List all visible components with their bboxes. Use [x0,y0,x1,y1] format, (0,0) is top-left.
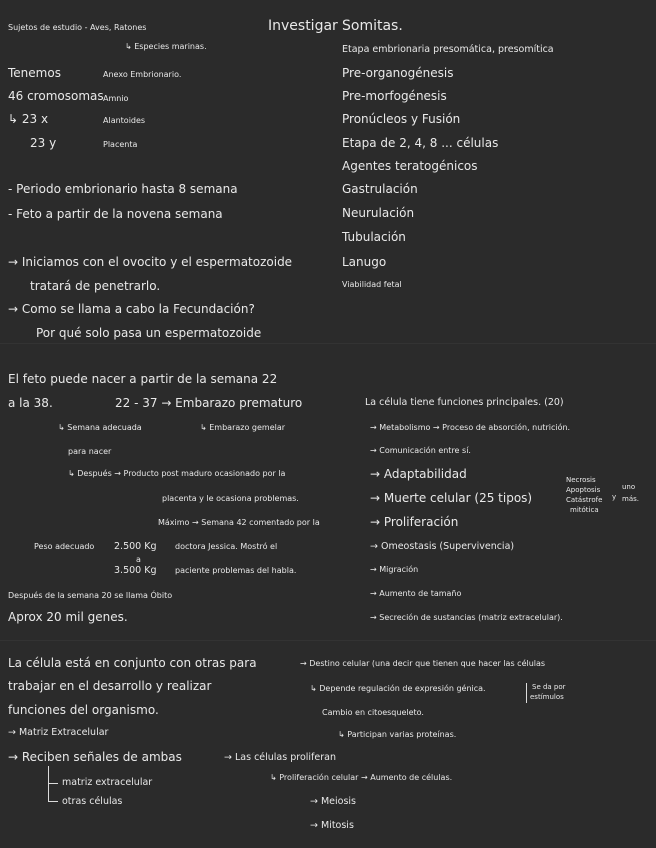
brace [522,683,527,703]
como-line2: Por qué solo pasa un espermatozoide [36,326,262,340]
anexo-text: Anexo Embrionario. [103,70,182,79]
celula-conjunto-line2: trabajar en el desarrollo y realizar [8,679,212,693]
despues-line1: ↳ Después → Producto post maduro ocasionado por la [68,469,286,478]
feto-text: - Feto a partir de la novena semana [8,207,223,221]
neurulacion-text: Neurulación [342,206,415,220]
divider [0,343,656,344]
rango-text: 22 - 37 → Embarazo prematuro [115,396,303,410]
y-text: y [612,493,617,501]
gastrulacion-text: Gastrulación [342,182,418,196]
matriz-text: → Matriz Extracelular [8,727,109,738]
se-da-line1: Se da por [532,683,566,691]
maximo-text: Máximo → Semana 42 comentado por la [158,518,320,527]
paciente-text: paciente problemas del habla. [175,566,297,575]
agentes-text: Agentes teratogénicos [342,159,478,173]
viabilidad-text: Viabilidad fetal [342,280,402,289]
meiosis-text: → Meiosis [310,796,357,807]
despues20-text: Después de la semana 20 se llama Óbito [8,591,173,600]
funcion-item: → Proliferación [370,515,459,529]
semana-adecuada-line2: para nacer [68,447,112,456]
amnio-text: Amnio [103,94,129,103]
uno-text: uno [622,483,636,491]
feto-nacer-line2: a la 38. [8,396,53,410]
iniciamos-line1: → Iniciamos con el ovocito y el espermatozoide [8,255,293,269]
se-da-line2: estímulos [530,693,564,701]
tubulacion-text: Tubulación [342,230,406,244]
peso-a: a [136,555,141,564]
y23-text: 23 y [30,136,57,150]
periodo-text: - Periodo embrionario hasta 8 semana [8,182,238,196]
como-line1: → Como se llama a cabo la Fecundación? [8,302,255,316]
bracket-line [48,801,58,802]
tenemos-text: Tenemos [8,66,61,80]
reciben-text: → Reciben señales de ambas [8,750,182,764]
premorfogenesis-text: Pre-morfogénesis [342,89,447,103]
prolif-celular-text: ↳ Proliferación celular → Aumento de células. [270,773,453,782]
catastrofe-text: Catástrofe [566,496,603,504]
funcion-item: → Migración [370,565,419,574]
participan-text: ↳ Participan varias proteínas. [338,730,457,739]
funcion-item: → Metabolismo → Proceso de absorción, nutrición. [370,423,571,432]
peso-val2: 3.500 Kg [114,565,157,576]
especies-text: ↳ Especies marinas. [125,42,207,51]
alantoides-text: Alantoides [103,116,146,125]
funcion-item: → Comunicación entre sí. [370,446,471,455]
investigar-text: Investigar [268,18,338,34]
depende-text: ↳ Depende regulación de expresión génica. [310,684,486,693]
lanugo-text: Lanugo [342,255,387,269]
funcion-item: → Secreción de sustancias (matriz extracelular). [370,613,563,622]
necrosis-text: Necrosis [566,476,596,484]
gemelar-text: ↳ Embarazo gemelar [200,423,286,432]
doctora-text: doctora Jessica. Mostró el [175,542,278,551]
funcion-item: → Muerte celular (25 tipos) [370,491,533,505]
celula-funciones-title: La célula tiene funciones principales. (20) [365,397,564,408]
sujetos-text: Sujetos de estudio - Aves, Ratones [8,23,147,32]
peso-val1: 2.500 Kg [114,541,157,552]
feto-nacer-line1: El feto puede nacer a partir de la semana 22 [8,372,278,386]
cambio-text: Cambio en citoesqueleto. [322,708,424,717]
etapa-embrionaria-text: Etapa embrionaria presomática, presomítica [342,44,554,55]
bracket-line [48,766,49,802]
funcion-item: → Aumento de tamaño [370,589,462,598]
despues-line2: placenta y le ocasiona problemas. [162,494,299,503]
semana-adecuada-line1: ↳ Semana adecuada [58,423,142,432]
destino-text: → Destino celular (una decir que tienen que hacer las células [300,659,546,668]
funcion-item: → Adaptabilidad [370,467,467,481]
celula-conjunto-line3: funciones del organismo. [8,703,159,717]
divider [0,640,656,641]
aprox-text: Aprox 20 mil genes. [8,610,128,624]
celula-conjunto-line1: La célula está en conjunto con otras para [8,656,257,670]
pronucleos-text: Pronúcleos y Fusión [342,112,461,126]
peso-label: Peso adecuado [34,542,95,551]
mitosis-text: → Mitosis [310,820,354,831]
bracket-line [48,783,58,784]
funcion-item: → Omeostasis (Supervivencia) [370,541,515,552]
otras-celulas-text: otras células [62,796,123,807]
apoptosis-text: Apoptosis [566,486,601,494]
x23-text: ↳ 23 x [8,112,49,126]
matriz-ext-text: matriz extracelular [62,777,153,788]
cromosomas-text: 46 cromosomas [8,89,104,103]
mitotica-text: mitótica [570,506,599,514]
iniciamos-line2: tratará de penetrarlo. [30,279,161,293]
mas-text: más. [622,495,639,503]
somitas-text: Somitas. [342,18,403,34]
preorganogenesis-text: Pre-organogénesis [342,66,454,80]
proliferan-text: → Las células proliferan [224,752,336,763]
placenta-text: Placenta [103,140,138,149]
etapa-248-text: Etapa de 2, 4, 8 ... células [342,136,499,150]
